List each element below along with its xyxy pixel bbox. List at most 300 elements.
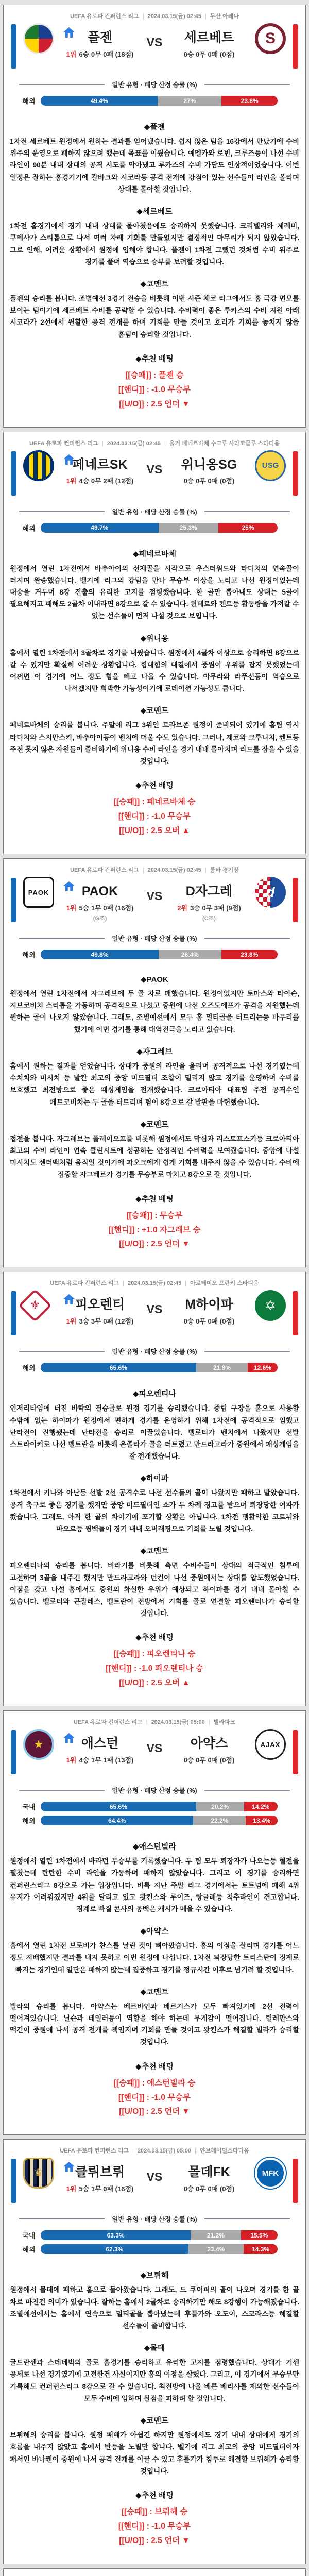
league-name: UEFA 유로파 컨퍼런스 리그 — [70, 13, 139, 20]
section-title: ◆플젠 — [144, 123, 165, 131]
away-win-segment: 23.6% — [221, 96, 278, 106]
home-color-bar — [11, 24, 16, 69]
analysis-sections — [4, 1377, 305, 1619]
probability-title-divider — [19, 1347, 290, 1356]
home-team-record: 3승 3무 0패 (12점) — [79, 1317, 134, 1326]
away-team-name: 위니옹SG — [181, 457, 237, 472]
match-card — [3, 1272, 306, 1706]
probability-bar — [41, 1816, 278, 1825]
bar-scope-label: 해외 — [22, 97, 36, 105]
probability-bars — [4, 2230, 305, 2254]
section-text: 인저리타임에 터진 바락의 결승골로 원정 경기를 승리했습니다. 중립 구장을 홈으로 사용할 수밖에 없는 하이파가 원정에서 편하게 경기를 운영하기 위해 1차전에 공격적으로 임했고 난타전이 진행됐는데 난타전을 승리로 이끌었습니다. 벨로티가 벤치에서 나왔지만 선발 스트라이커로 나선 벨트란을 비롯해 은졸라가 골을 터트렸고 만드라고라가 중원에서 패싱게임을 잘 전개했습니다. — [10, 1404, 299, 1461]
vs-label: VS — [146, 1302, 163, 1316]
betting-lines — [4, 1209, 305, 1252]
vs-label: VS — [146, 889, 163, 903]
vs-label: VS — [146, 36, 163, 49]
away-team-logo — [255, 2158, 286, 2189]
home-color-bar — [11, 1291, 16, 1335]
analysis-sections — [4, 1829, 305, 2048]
league-name: UEFA 유로파 컨퍼런스 리그 — [60, 2148, 129, 2155]
probability-title-divider — [19, 2214, 290, 2224]
section-text: 원정에서 열린 1차전에서 바추아이의 선제골을 시작으로 우스터워드와 타디치의 연속골이 터지며 완승했습니다. 벨기에 리그의 강팀을 만나 무승부 이상을 노리고 나선 원정이었는데 대승을 거두며 8강 진출의 유리한 고지를 점령했습니다. 한 골만 뽑아내도 상대는 5골이 필요해지고 패해도 2골차 이내라면 8강으로 갈 수 있습니다. 윈데르와 켄트등 활동량을 가져갈 수 있는 선수들이 먼저 나설 것으로 보입니다. — [10, 564, 299, 620]
divider-line — [204, 1790, 290, 1791]
teams-row — [4, 876, 305, 931]
home-team-rank: 1위 — [66, 50, 77, 58]
away-team-name: 아약스 — [190, 1736, 228, 1751]
teams-row — [4, 2157, 305, 2212]
section-title: ◆세르베트 — [136, 207, 173, 216]
divider-line — [19, 1351, 105, 1352]
away-win-segment: 13.4% — [246, 1816, 278, 1825]
divider-line — [19, 511, 105, 512]
betting-line: [[핸디]] : -1.0 무승부 — [118, 2521, 191, 2531]
home-team-record-row — [51, 476, 149, 485]
section-text: 접전을 봅니다. 자그레브는 플레이오프를 비롯해 원정에서도 막심과 리스토프스키등 크로아티아 최고의 수비 라인이 연속 클린시트에 성공하는 안정적인 수비력을 보여줬습니다. 중앙에 나설 미시치도 센터백처럼 움직일 것이기에 파오크에게 쉽게 기회를 내주지 않을 수 있습니다. 수비에 집중할 자그베르가 경기를 무승부로 마치고 8강으로 갈 것입니다. — [10, 1134, 299, 1179]
section-text: 빌라의 승리를 봅니다. 아약스는 베르바인과 베르기스가 모두 빠져있기에 2선 전력이 떨어져있습니다. 닐슨과 테일러등이 역할을 해야 하는데 무게감이 떨어집니다. 틸레만스와 맥긴이 중원에 나서 공격 전개를 책임지며 기회를 만들 것이고 왓킨스가 해결할 빌라가 승리할 것입니다. — [10, 2002, 299, 2046]
match-meta — [4, 2140, 305, 2157]
away-team-block — [160, 884, 258, 922]
probability-bar-row — [17, 950, 278, 959]
meta-separator: | — [142, 867, 144, 874]
betting-line: [[U/O]] : 2.5 오버 ▲ — [119, 826, 190, 836]
home-win-segment: 64.4% — [41, 1816, 193, 1825]
probability-title: 일반 유형 · 배당 산정 승률 (%) — [112, 935, 197, 943]
away-team-record-row — [160, 2183, 258, 2193]
section-text: 굴드란센과 스테네빅의 골로 홈경기를 승리하고 유리한 고지를 점령했습니다. 상대가 거센 공세로 나선 경기였기에 고전한건 사실이지만 홈의 이점을 살렸다. 그리고, 이 경기에서 무승부만 기록해도 컨퍼런스리그 8강으로 갈 수 있습니다. 최전방에 나올 베튼 베리샤를 제외한 선수들이 모두 수비에 임하며 실점을 피하려 할 것입니다. — [10, 2359, 299, 2402]
league-name: UEFA 유로파 컨퍼런스 리그 — [73, 1719, 143, 1726]
away-team-record-row — [160, 476, 258, 485]
betting-recommendation — [4, 779, 305, 838]
betting-line: [[U/O]] : 2.5 언더 ▼ — [119, 2107, 190, 2116]
teams-row — [4, 22, 305, 78]
away-team-block — [160, 1736, 258, 1765]
betting-line: [[핸디]] : -1.0 무승부 — [118, 385, 191, 394]
meta-separator: | — [185, 1280, 187, 1287]
probability-bar-row — [17, 1802, 278, 1811]
away-win-segment: 25% — [218, 523, 278, 533]
betting-recommendation — [4, 2061, 305, 2120]
meta-separator: | — [204, 867, 207, 874]
draw-segment: 26.4% — [159, 950, 221, 959]
teams-row — [4, 449, 305, 505]
home-color-bar — [11, 451, 16, 496]
match-meta — [4, 1711, 305, 1728]
away-team-group: (C조) — [202, 915, 216, 922]
betting-line: [[핸디]] : -1.0 무승부 — [118, 812, 191, 821]
home-team-rank: 1위 — [66, 904, 77, 912]
away-team-block — [160, 2165, 258, 2193]
match-datetime: 2024.03.15(금) 05:00 — [151, 1719, 205, 1726]
probability-title-divider — [19, 934, 290, 943]
draw-segment: 21.2% — [191, 2230, 241, 2240]
draw-segment: 22.2% — [193, 1816, 246, 1825]
probability-bar-row — [17, 1816, 278, 1825]
match-datetime: 2024.03.15(금) 05:00 — [137, 2148, 192, 2155]
section-text: 1차전 세르베트 원정에서 원하는 결과를 얻어냈습니다. 쉽지 않은 팀을 16강에서 만났기에 수비 위주의 운영으로 패하지 않으려 했는데 목표를 이뤘습니다. 예멜카와 로빈, 크루즈등이 나선 수비 라인이 90분 내내 상대의 공격 시도를 막아냈고 루카스의 수비 가담도 인상적이었습니다. 이번 일정은 잘하는 홈경기기에 칼바크와 시코라등 공격 전개에 강점이 있는 선수들이 라인을 올리며 상대를 몰아칠 것입니다. — [10, 138, 299, 193]
match-card — [3, 858, 306, 1267]
probability-bar — [41, 96, 278, 106]
probability-bars — [4, 950, 305, 959]
section-text: 홈에서 열린 1차전에서 3골차로 경기를 내줬습니다. 원정에서 4골차 이상으로 승리하면 8강으로 갈 수 있지만 확실히 어려운 상황입니다. 힘대힘의 대결에서 중원이 우위를 잡지 못했었는데 어쩌면 이 경기에 어느 정도 힘을 빼고 나올 수 있습니다. 아무라와 라푸신등이 역습으로 나서겠지만 희박한 가능성이기에 로테이션 가능성도 큽니다. — [10, 649, 299, 693]
match-datetime: 2024.03.15(금) 02:45 — [147, 867, 201, 874]
bar-scope-label: 국내 — [22, 1803, 36, 1811]
home-team-block — [51, 884, 149, 922]
meta-separator: | — [208, 1719, 210, 1726]
betting-recommendation — [4, 1632, 305, 1690]
section-title: ◆위니옹 — [140, 634, 169, 643]
probability-bar-row — [17, 523, 278, 533]
betting-line: [[핸디]] : -1.0 피오렌티나 승 — [106, 1664, 203, 1673]
section-text: 원정에서 몰데에 패하고 홈으로 돌아왔습니다. 그래도, 드 쿠이퍼의 골이 나오며 경기를 한 골 차로 마친건 의미가 있습니다. 잘하는 홈에서 2골차로 승리하기만 해도 8강행이 가능해졌습니다. 조별예선에서는 홈에서 연속으로 멀티골을 뽑아냈는데 후틀가와 오도이, 스코라스등 해결할 선수들이 즐비합니다. — [10, 2286, 299, 2330]
section-title: ◆아약스 — [140, 1927, 169, 1936]
draw-segment: 23.4% — [188, 2244, 244, 2254]
away-team-record: 0승 0무 0패 (0점) — [183, 2185, 235, 2193]
probability-bar — [41, 523, 278, 533]
away-logo-glyph: AJAX — [260, 1740, 281, 1749]
section-title: ◆코멘트 — [140, 1547, 169, 1556]
section-text: 1차전 홈경기에서 경기 내내 상대를 몰아쳤음에도 승리하지 못했습니다. 크리벨리와 제레미, 쿠테사가 스리톱으로 나서 여러 차례 기회를 만들었지만 결정적인 마무리가 되지 않았습니다. 그로 인해, 어려운 상황에서 원정에 임해야 합니다. 플젠이 1차전 그랬던 것처럼 수비 위주로 경기를 풀며 역습으로 승부를 보려할 것입니다. — [10, 222, 299, 266]
away-team-name: D자그레 — [185, 884, 233, 899]
away-team-record-row — [160, 1755, 258, 1765]
match-datetime: 2024.03.15(금) 02:45 — [127, 1280, 182, 1287]
home-team-name: 플젠 — [87, 30, 113, 45]
analysis-sections — [4, 110, 305, 341]
divider-line — [204, 84, 290, 85]
betting-line: [[승패]] : 애스턴빌라 승 — [113, 2078, 196, 2088]
betting-title: ◆추천 배팅 — [135, 1194, 174, 1204]
match-meta — [4, 5, 305, 22]
meta-separator: | — [101, 440, 104, 447]
divider-line — [204, 2218, 290, 2219]
divider-line — [19, 938, 105, 939]
away-logo-glyph: ✡ — [265, 1298, 276, 1314]
away-team-block — [160, 30, 258, 59]
match-meta — [4, 1272, 305, 1289]
meta-separator: | — [204, 13, 207, 20]
venue: 울커 페네르바체 수크루 사라코글루 스타디움 — [169, 440, 280, 447]
home-team-block — [51, 457, 149, 486]
section-title: ◆코멘트 — [140, 706, 169, 716]
section-text: 1차전에서 키나와 아난등 선발 2선 공격수로 나선 선수들의 골이 나왔지만 패하고 말았습니다. 공격 축구로 좋은 경기를 했지만 중앙 미드필더인 쇼가 두 차례 경고를 받으며 퇴장당한 여파가 컸습니다. 그래도, 아직 한 골의 차이기에 포기할 상황은 아닙니다. 1차전 맹활약한 코르뉘와 마오르등 윙백들이 경기 내내 오버래핑으로 기회를 노릴 것입니다. — [10, 1489, 299, 1533]
probability-title: 일반 유형 · 배당 산정 승률 (%) — [112, 2216, 197, 2224]
home-win-segment: 65.6% — [41, 1802, 196, 1811]
section-title: ◆PAOK — [141, 975, 168, 985]
away-team-record-row — [160, 903, 258, 912]
bar-scope-label: 해외 — [22, 1817, 36, 1825]
section-title: ◆코멘트 — [140, 1120, 169, 1129]
home-team-name: 피오렌티 — [75, 1297, 125, 1312]
bar-scope-label: 국내 — [22, 2232, 36, 2240]
section-title: ◆몰데 — [144, 2344, 165, 2353]
home-team-logo — [23, 877, 54, 908]
home-team-block — [51, 2165, 149, 2193]
betting-line: [[승패]] : 피오렌티나 승 — [113, 1650, 196, 1659]
home-team-logo — [23, 450, 54, 481]
away-team-block — [160, 1297, 258, 1326]
away-team-logo — [255, 1729, 286, 1760]
match-meta — [4, 432, 305, 449]
away-color-bar — [293, 1291, 298, 1335]
away-team-record: 0승 0무 0패 (0점) — [183, 477, 235, 485]
home-team-name: 애스턴 — [81, 1736, 119, 1751]
section-text: 홈에서 열린 1차전 브로비가 찬스를 날린 것이 뼈아팠습니다. 홈의 이점을 살리며 경기를 어느 정도 지배했지만 결과를 내지 못하고 이번 원정에 나섭니다. 1차전 퇴장당한 트리스탄이 징계로 빠지는 경기인데 일단은 패하지 않는데 집중하고 경기를 정규시간 이후로 넘기려 할 것입니다. — [10, 1942, 299, 1974]
away-win-segment: 14.2% — [244, 1802, 278, 1811]
betting-line: [[U/O]] : 2.5 언더 ▼ — [119, 399, 190, 409]
draw-segment: 20.2% — [196, 1802, 244, 1811]
betting-recommendation — [4, 1193, 305, 1252]
probability-bar — [41, 1802, 278, 1811]
probability-bars — [4, 523, 305, 533]
match-card — [3, 2139, 306, 2564]
probability-title: 일반 유형 · 배당 산정 승률 (%) — [112, 1348, 197, 1356]
section-text: 피오렌티나의 승리를 봅니다. 비라기를 비롯해 측면 수비수들이 상대의 적극적인 침투에 고전하며 3골을 내주긴 했지만 만드라고라와 던컨이 나선 중원에서는 상대를 압도했었습니다. 이점을 갖고 나설 홈에서도 중원의 확실한 우위가 예상되고 하이파를 경기 내내 몰아칠 수 있습니다. 벨로티와 곤잘레스, 벨트란이 전방에서 기회를 골로 연결할 피오렌티나가 승리할 것입니다. — [10, 1562, 299, 1618]
match-card — [3, 432, 306, 855]
home-team-rank: 1위 — [66, 1317, 77, 1326]
section-text: 브뤼헤의 승리를 봅니다. 원정 패배가 아쉽긴 하지만 원정에서도 경기 내내 상대에게 경기의 흐름을 내주지 않았고 홈에서 반등을 노릴만 합니다. 벨기에 리그 최고의 중앙 미드필더이자 패서인 바나켄이 중원에 나서 공격 전개를 이끌 수 있고 후틀가가 침투로 해결할 브뤼헤가 승리할 것입니다. — [10, 2431, 299, 2475]
away-team-logo — [255, 450, 286, 481]
home-logo-glyph: ⚜ — [29, 1298, 41, 1313]
home-team-name: 클뤼브뤼 — [75, 2165, 125, 2180]
away-win-segment: 12.6% — [248, 1363, 278, 1372]
betting-title: ◆추천 배팅 — [135, 781, 174, 790]
probability-bars — [4, 1802, 305, 1825]
home-team-logo — [23, 2158, 54, 2189]
probability-title: 일반 유형 · 배당 산정 승률 (%) — [112, 1787, 197, 1795]
match-meta — [4, 2569, 305, 2576]
home-win-segment: 49.4% — [41, 96, 158, 106]
section-title: ◆페네르바체 — [133, 549, 176, 558]
section-title: ◆브뤼헤 — [140, 2271, 169, 2280]
home-color-bar — [11, 878, 16, 922]
analysis-sections — [4, 2258, 305, 2477]
section-title: ◆애스턴빌라 — [133, 1842, 176, 1852]
home-team-record-row — [51, 49, 149, 59]
match-card-list — [3, 5, 306, 2576]
away-win-segment: 14.3% — [244, 2244, 278, 2254]
home-team-logo — [18, 1289, 52, 1323]
home-team-rank: 1위 — [66, 2185, 77, 2193]
vs-label: VS — [146, 1741, 163, 1755]
meta-separator: | — [195, 2148, 196, 2155]
away-team-logo — [255, 23, 286, 54]
betting-line: [[U/O]] : 2.5 언더 ▼ — [119, 2536, 190, 2545]
teams-row — [4, 1728, 305, 1784]
match-meta — [4, 859, 305, 876]
section-title: ◆코멘트 — [140, 2416, 169, 2426]
meta-separator: | — [146, 1719, 148, 1726]
match-datetime: 2024.03.15(금) 02:45 — [147, 13, 201, 20]
away-team-logo — [255, 1290, 286, 1321]
betting-lines — [4, 368, 305, 412]
section-title: ◆코멘트 — [140, 279, 169, 289]
betting-line: [[승패]] : 무승부 — [126, 1211, 183, 1220]
away-color-bar — [293, 1730, 298, 1774]
section-title: ◆하이파 — [140, 1474, 169, 1483]
away-color-bar — [293, 878, 298, 922]
section-text: 홈에서 원하는 결과를 얻었습니다. 상대가 중원의 라인을 올리며 공격적으로 나선 경기였는데 수치치와 미시치 등 발칸 최고의 중앙 미드필더 조합이 밀리지 않고 경기를 운영하며 수비를 보호했고 최전방으로 좋은 패싱게임을 전개했습니다. 크로아티아 대표팀 주전 공격수인 페트코비치는 두 골을 터트리며 팀이 8강으로 갈 발판을 마련했습니다. — [10, 1062, 299, 1106]
section-text: 원정에서 열린 1차전에서 자그레브에 두 골 차로 패했습니다. 원정이었지만 토마스와 타이슨, 지브코비치 스리톱을 가동하며 공격적으로 나섰고 중원에 나선 오즈도에프가 공격을 지원했는데 원하는 골이 나오지 않았습니다. 그래도, 조별예선에서 모두 홈 멀티골을 터트리는등 마무리를 했기에 이번 경기를 통해 대역전극을 노리고 있습니다. — [10, 990, 299, 1033]
betting-title: ◆추천 배팅 — [135, 2062, 174, 2071]
home-team-record: 4승 0무 2패 (12점) — [79, 477, 134, 485]
probability-title-divider — [19, 507, 290, 516]
away-color-bar — [293, 451, 298, 496]
home-win-segment: 49.8% — [41, 950, 159, 959]
probability-bars — [4, 1363, 305, 1372]
home-color-bar — [11, 2159, 16, 2203]
vs-label: VS — [146, 462, 163, 476]
home-team-block — [51, 1297, 149, 1326]
probability-bar — [41, 2230, 278, 2240]
betting-lines — [4, 2076, 305, 2120]
betting-recommendation — [4, 353, 305, 412]
home-team-rank: 1위 — [66, 477, 77, 485]
home-win-segment: 63.3% — [41, 2230, 191, 2240]
probability-title-divider — [19, 1786, 290, 1795]
home-team-record-row — [51, 1316, 149, 1326]
meta-separator: | — [164, 440, 166, 447]
home-win-segment: 49.7% — [41, 523, 159, 533]
betting-recommendation — [4, 2489, 305, 2548]
away-team-name: 몰데FK — [188, 2165, 230, 2180]
home-team-logo — [23, 23, 54, 54]
betting-line: [[핸디]] : -1.0 무승부 — [118, 2093, 191, 2102]
analysis-sections — [4, 963, 305, 1181]
away-logo-glyph: MFK — [262, 2168, 279, 2178]
home-team-record: 4승 1무 1패 (13점) — [79, 1756, 134, 1764]
home-team-name: PAOK — [81, 884, 118, 899]
probability-bar-row — [17, 1363, 278, 1372]
betting-line: [[U/O]] : 2.5 오버 ▲ — [119, 1679, 190, 1688]
meta-separator: | — [132, 2148, 134, 2155]
betting-line: [[승패]] : 페네르바체 승 — [113, 798, 196, 807]
home-color-bar — [11, 1730, 16, 1774]
match-datetime: 2024.03.15(금) 02:45 — [107, 440, 161, 447]
away-logo-glyph: d — [266, 884, 275, 901]
home-team-logo — [23, 1729, 54, 1760]
draw-segment: 27% — [158, 96, 221, 106]
home-logo-glyph: PAOK — [28, 888, 49, 896]
divider-line — [204, 511, 290, 512]
probability-bar — [41, 950, 278, 959]
probability-bar-row — [17, 2244, 278, 2254]
home-team-group: (G조) — [93, 915, 107, 922]
betting-title: ◆추천 배팅 — [135, 1633, 174, 1642]
betting-lines — [4, 2505, 305, 2548]
away-color-bar — [293, 2159, 298, 2203]
away-team-record-row — [160, 49, 258, 59]
bar-scope-label: 해외 — [22, 1364, 36, 1372]
betting-title: ◆추천 배팅 — [135, 2490, 174, 2500]
away-team-record: 0승 0무 0패 (0점) — [183, 1756, 235, 1764]
away-team-record-row — [160, 1316, 258, 1326]
betting-title: ◆추천 배팅 — [135, 354, 174, 363]
venue: 얀브레이덜스타디움 — [200, 2148, 249, 2155]
venue: 빌라파크 — [213, 1719, 236, 1726]
home-team-record: 5승 1무 0패 (16점) — [79, 904, 134, 912]
away-team-logo — [255, 877, 286, 908]
home-logo-glyph: ★ — [33, 1738, 44, 1751]
home-team-name: 페네르SK — [72, 457, 128, 472]
home-team-record: 5승 1무 0패 (16점) — [79, 2185, 134, 2193]
bar-scope-label: 해외 — [22, 524, 36, 532]
bar-scope-label: 해외 — [22, 2246, 36, 2254]
teams-row — [4, 1289, 305, 1345]
probability-title: 일반 유형 · 배당 산정 승률 (%) — [112, 508, 197, 516]
divider-line — [19, 1790, 105, 1791]
divider-line — [19, 84, 105, 85]
venue: 두산 아레나 — [210, 13, 239, 20]
section-title: ◆코멘트 — [140, 1987, 169, 1996]
probability-title: 일반 유형 · 배당 산정 승률 (%) — [112, 81, 197, 89]
probability-bars — [4, 96, 305, 106]
betting-line: [[U/O]] : 2.5 언더 ▼ — [119, 1240, 190, 1249]
probability-bar-row — [17, 96, 278, 106]
home-team-rank: 1위 — [66, 1756, 77, 1764]
section-text: 원정에서 열린 1차전에서 바라던 무승부를 기록했습니다. 두 팀 모두 퇴장자가 나오는등 혈전을 펼쳤는데 탄탄한 수비 라인을 가동하며 패하지 않았습니다. 그리고 이 경기를 승리하면 컨퍼런스리그 8강으로 가는 입장입니다. 비록 지난 주말 리그 경기에서는 토트넘에 패해 4위 유지가 어려워졌지만 4위를 달리고 있고 왓킨스와 루이즈, 랑글레등 척추라인이 견고합니다. 징계로 빠질 콘사의 공백은 캐시가 메울 수 있습니다. — [10, 1857, 299, 1913]
probability-title-divider — [19, 80, 290, 89]
betting-line: [[핸디]] : +1.0 자그레브 승 — [108, 1225, 201, 1234]
match-card — [3, 1710, 306, 2135]
betting-line: [[승패]] : 브뤼헤 승 — [121, 2507, 188, 2516]
bar-scope-label: 해외 — [22, 951, 36, 959]
probability-bar — [41, 1363, 278, 1372]
match-card — [3, 2568, 306, 2576]
league-name: UEFA 유로파 컨퍼런스 리그 — [70, 867, 139, 874]
away-team-record: 0승 0무 0패 (0점) — [183, 50, 235, 58]
away-logo-glyph: USG — [262, 461, 279, 470]
away-team-name: 세르베트 — [184, 30, 234, 45]
section-title: ◆피오렌티나 — [133, 1389, 176, 1399]
section-text: 플젠의 승리를 봅니다. 조별예선 3경기 전승을 비롯해 이번 시즌 체코 리그에서도 홈 극강 면모를 보이는 팀이기에 세르베트 수비를 공략할 수 있습니다. 수비력이 좋은 루카스의 수비 지원 아래 시코라가 2선에서 원활한 공격 전개를 하며 기회를 만들 것이고 호리가 기회를 놓치지 않을 홈팀이 승리할 것입니다. — [10, 294, 299, 338]
meta-separator: | — [142, 13, 144, 20]
home-team-record: 6승 0무 0패 (18점) — [79, 50, 134, 58]
away-team-block — [160, 457, 258, 486]
away-team-name: M하이파 — [185, 1297, 233, 1312]
betting-lines — [4, 795, 305, 838]
probability-bar-row — [17, 2230, 278, 2240]
home-team-block — [51, 1736, 149, 1765]
section-title: ◆자그레브 — [136, 1047, 173, 1056]
home-team-record-row — [51, 1755, 149, 1765]
home-win-segment: 65.6% — [41, 1363, 196, 1372]
league-name: UEFA 유로파 컨퍼런스 리그 — [50, 1280, 119, 1287]
away-team-record: 0승 0무 0패 (0점) — [183, 1317, 235, 1326]
draw-segment: 21.8% — [196, 1363, 248, 1372]
home-logo-glyph: ♛ — [34, 2167, 43, 2179]
venue: 아르테미오 프란키 스타디움 — [190, 1280, 259, 1287]
away-logo-glyph: S — [265, 30, 276, 47]
home-team-record-row — [51, 2183, 149, 2193]
venue: 툼바 경기장 — [210, 867, 239, 874]
away-win-segment: 15.5% — [241, 2230, 278, 2240]
away-team-record: 3승 0무 3패 (9점) — [190, 904, 241, 912]
probability-bar — [41, 2244, 278, 2254]
match-card — [3, 5, 306, 428]
league-name: UEFA 유로파 컨퍼런스 리그 — [29, 440, 98, 447]
divider-line — [204, 1351, 290, 1352]
divider-line — [19, 2218, 105, 2219]
away-color-bar — [293, 24, 298, 69]
meta-separator: | — [123, 1280, 124, 1287]
analysis-sections — [4, 537, 305, 768]
divider-line — [204, 938, 290, 939]
draw-segment: 25.3% — [159, 523, 218, 533]
away-win-segment: 23.8% — [221, 950, 278, 959]
vs-label: VS — [146, 2170, 163, 2184]
section-text: 페네르바체의 승리를 봅니다. 주말에 리그 3위인 트라브존 원정이 준비되어 있기에 홈팀 역시 타디치와 스지만스키, 바추아이등이 벤치에 머울 수도 있습니다. 그러나, 제코와 크루니치, 켄트등 주전 못지 않은 자원들이 즐비하기에 위니옹 수비 라인을 경기 내내 몰아치며 리드를 잡을 수 있을 것입니다. — [10, 721, 299, 766]
home-team-record-row — [51, 903, 149, 912]
away-team-rank: 2위 — [177, 904, 188, 912]
